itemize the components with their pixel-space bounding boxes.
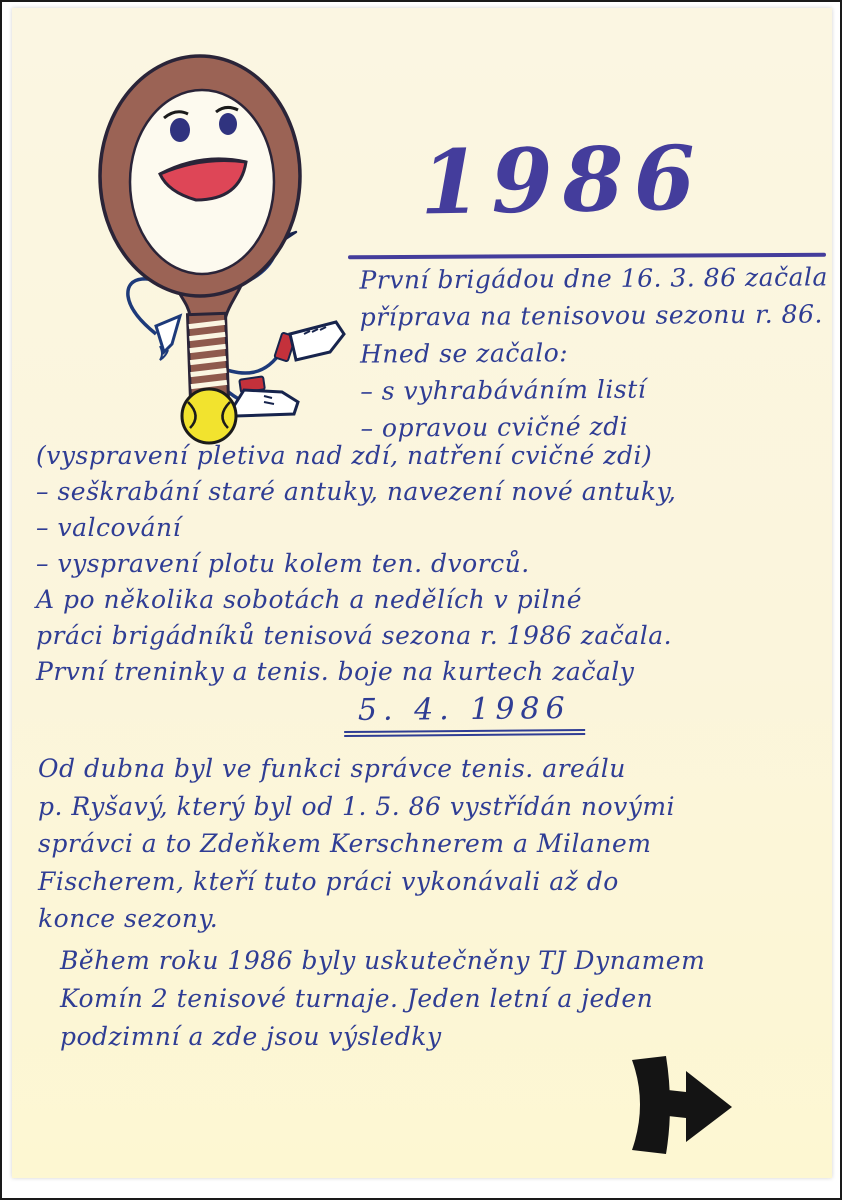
- tennis-ball: [182, 389, 236, 443]
- caretakers-paragraph: [38, 750, 675, 938]
- text-line: konce sezony.: [38, 904, 219, 933]
- right-sneaker: [290, 322, 344, 360]
- text-line: správci a to Zdeňkem Kerschnerem a Milanem: [38, 829, 652, 858]
- intro-paragraph: [359, 258, 829, 446]
- text-line: p. Ryšavý, který byl od 1. 5. 86 vystřídán novými: [38, 791, 676, 821]
- date-heading: 5. 4. 1986: [344, 691, 585, 737]
- text-line: podzimní a zde jsou výsledky: [60, 1022, 442, 1051]
- text-line: První treninky a tenis. boje na kurtech začaly: [36, 657, 635, 686]
- text-line: příprava na tenisovou sezonu r. 86.: [359, 299, 823, 332]
- brigade-work-paragraph: [36, 438, 676, 690]
- text-line: – seškrabání staré antuky, navezení nové antuky,: [36, 477, 677, 506]
- text-line: A po několika sobotách a nedělích v pilné: [36, 585, 583, 614]
- year-heading: 1986: [419, 125, 706, 235]
- text-line: – valcování: [36, 513, 182, 542]
- right-eye: [219, 113, 237, 135]
- text-line: – s vyhrabáváním listí: [360, 374, 647, 406]
- arrow-banner: [632, 1056, 670, 1154]
- text-line: Hned se začalo:: [359, 338, 569, 369]
- text-line: práci brigádníků tenisová sezona r. 1986 začala.: [36, 621, 673, 650]
- tournaments-paragraph: [60, 942, 705, 1056]
- arrow-head: [668, 1071, 732, 1142]
- tennis-racket-character-drawing: [68, 34, 360, 446]
- text-line: (vyspravení pletiva nad zdí, natření cvičné zdi): [36, 441, 653, 470]
- text-line: Během roku 1986 byly uskutečněny TJ Dynamem: [60, 946, 706, 975]
- text-line: – vyspravení plotu kolem ten. dvorců.: [36, 549, 530, 578]
- text-line: Fischerem, kteří tuto práci vykonávali až do: [38, 866, 619, 896]
- text-line: První brigádou dne 16. 3. 86 začala: [359, 262, 828, 295]
- text-line: – opravou cvičné zdi: [360, 411, 629, 443]
- left-eye: [170, 118, 190, 142]
- text-line: Komín 2 tenisové turnaje. Jeden letní a jeden: [60, 984, 654, 1013]
- arrow-right-icon: [628, 1054, 752, 1156]
- text-line: Od dubna byl ve funkci správce tenis. areálu: [38, 754, 626, 783]
- paper: [12, 8, 832, 1178]
